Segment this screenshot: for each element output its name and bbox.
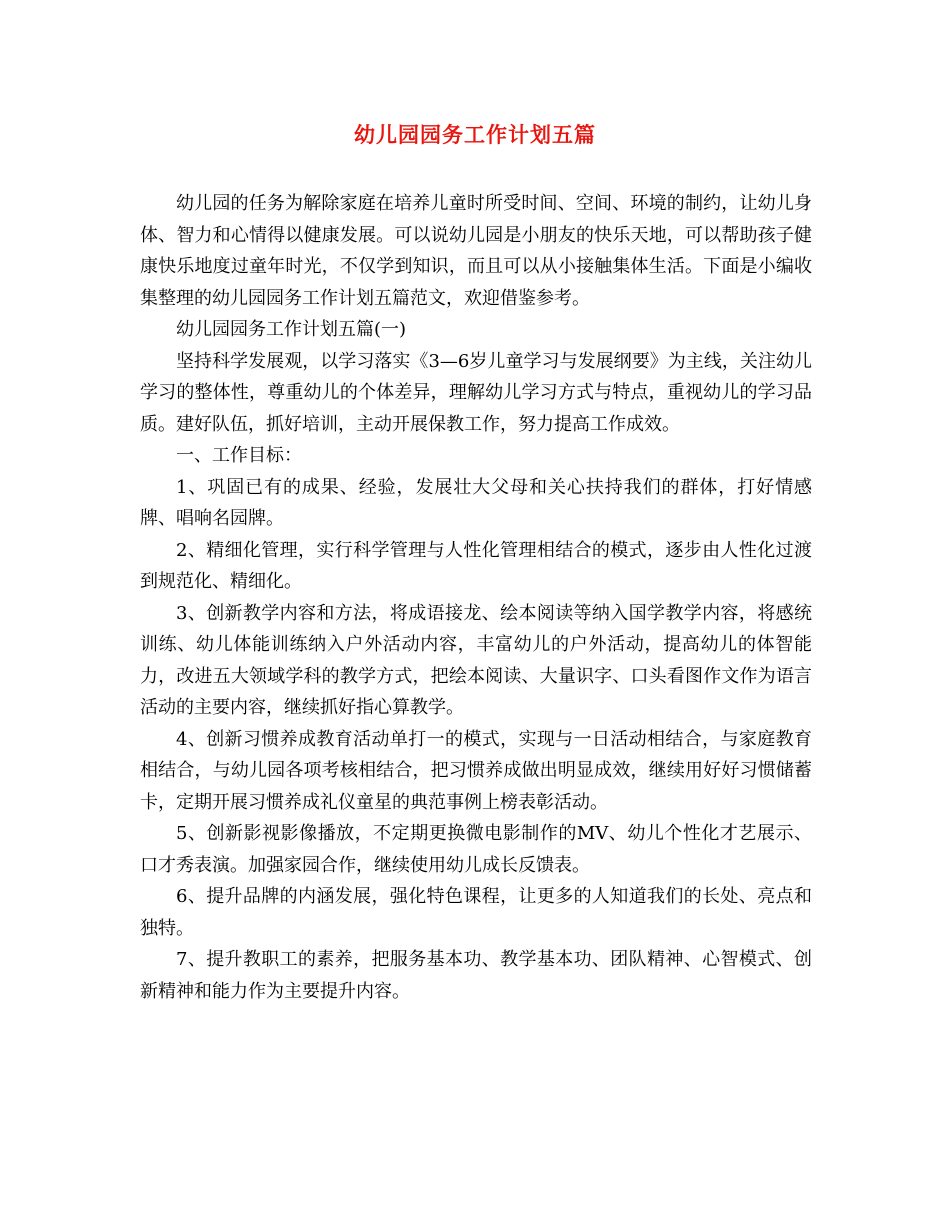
document-body [140, 188, 812, 1007]
paragraph-goal-4: 4、创新习惯养成教育活动单打一的模式，实现与一日活动相结合，与家庭教育相结合，与幼儿园各项考核相结合，把习惯养成做出明显成效，继续用好好习惯储蓄卡，定期开展习惯养成礼仪童星的典范事例上榜表彰活动。 [140, 728, 812, 813]
document-title: 幼儿园园务工作计划五篇 [354, 122, 596, 147]
paragraph-section-heading: 幼儿园园务工作计划五篇(一) [176, 319, 407, 340]
paragraph-goal-3: 3、创新教学内容和方法，将成语接龙、绘本阅读等纳入国学教学内容，将感统训练、幼儿体能训练纳入户外活动内容，丰富幼儿的户外活动，提高幼儿的体智能力，改进五大领域学科的教学方式，把绘本阅读、大量识字、口头看图作文作为语言活动的主要内容，继续抓好指心算教学。 [140, 602, 812, 718]
paragraph-goals-heading: 一、工作目标： [176, 445, 302, 466]
paragraph-intro: 幼儿园的任务为解除家庭在培养儿童时所受时间、空间、环境的制约，让幼儿身体、智力和心情得以健康发展。可以说幼儿园是小朋友的快乐天地，可以帮助孩子健康快乐地度过童年时光，不仅学到知识，而且可以从小接触集体生活。下面是小编收集整理的幼儿园园务工作计划五篇范文，欢迎借鉴参考。 [140, 193, 812, 309]
paragraph-goal-5: 5、创新影视影像播放，不定期更换微电影制作的MV、幼儿个性化才艺展示、口才秀表演。加强家园合作，继续使用幼儿成长反馈表。 [140, 823, 812, 876]
paragraph-goal-7: 7、提升教职工的素养，把服务基本功、教学基本功、团队精神、心智模式、创新精神和能力作为主要提升内容。 [140, 949, 812, 1002]
paragraph-guiding-principle: 坚持科学发展观，以学习落实《3—6岁儿童学习与发展纲要》为主线，关注幼儿学习的整体性，尊重幼儿的个体差异，理解幼儿学习方式与特点，重视幼儿的学习品质。建好队伍，抓好培训，主动开展保教工作，努力提高工作成效。 [140, 350, 812, 435]
paragraph-goal-6: 6、提升品牌的内涵发展，强化特色课程，让更多的人知道我们的长处、亮点和独特。 [140, 886, 812, 939]
paragraph-goal-1: 1、巩固已有的成果、经验，发展壮大父母和关心扶持我们的群体，打好情感牌、唱响名园牌。 [140, 476, 812, 529]
paragraph-goal-2: 2、精细化管理，实行科学管理与人性化管理相结合的模式，逐步由人性化过渡到规范化、精细化。 [140, 539, 812, 592]
